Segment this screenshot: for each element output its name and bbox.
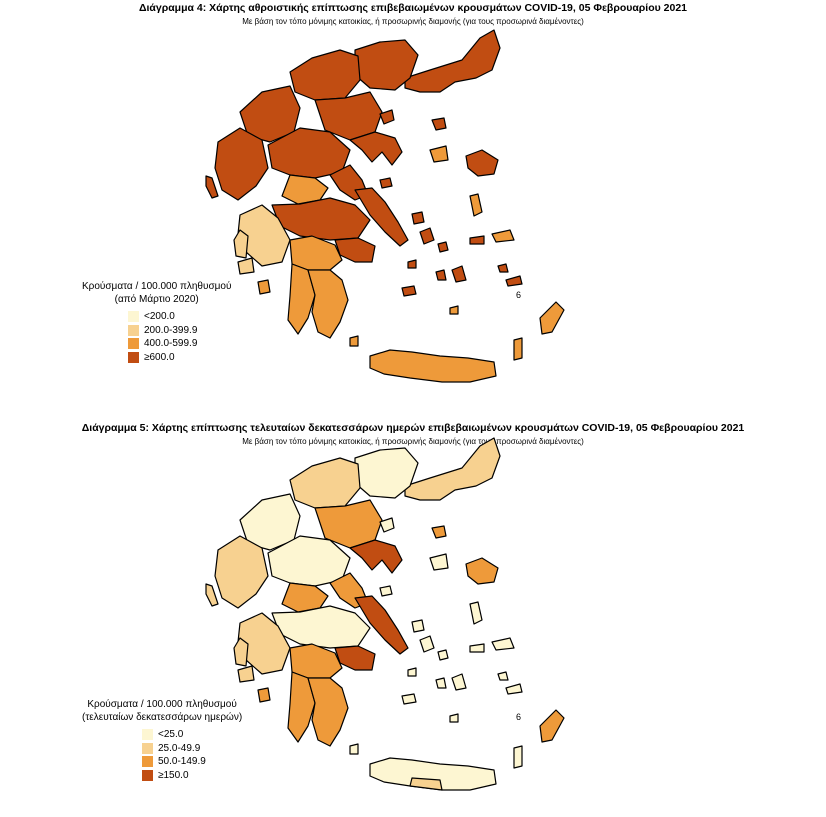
- map1-regions: [206, 30, 500, 338]
- island-zakynthos: [258, 688, 270, 702]
- island-tinos: [438, 242, 448, 252]
- island-kythira: [350, 336, 358, 346]
- legend-swatch: [142, 743, 153, 754]
- island-karpathos: [514, 746, 522, 768]
- island-rhodes: [540, 710, 564, 742]
- region-corfu: [206, 176, 218, 198]
- island-skiathos: [380, 586, 392, 596]
- region-ionian-islands: [234, 638, 248, 666]
- island-kythira: [350, 744, 358, 754]
- region-peloponnese-east: [308, 678, 348, 746]
- map2-island-label: 6: [516, 712, 522, 722]
- legend-label: 25.0-49.9: [158, 742, 201, 754]
- island-andros: [420, 228, 434, 244]
- legend-label: <200.0: [144, 311, 175, 323]
- island-lesvos: [466, 150, 498, 176]
- region-thrace: [405, 438, 500, 500]
- island-kalymnos: [498, 264, 508, 272]
- map1-subtitle: Με βάση τον τόπο μόνιμης κατοικίας, ή προσωρινής διαμονής (για τους προσωρινά διαμένοντες): [242, 17, 584, 26]
- map2-legend-title-line1: Κρούσματα / 100.000 πληθυσμού: [87, 699, 237, 710]
- island-crete-east: [410, 778, 442, 790]
- region-chalkidiki: [350, 132, 402, 165]
- legend-label: 400.0-599.9: [144, 338, 198, 350]
- island-lemnos: [430, 146, 448, 162]
- map1-legend-items: [128, 310, 231, 364]
- island-ikaria: [470, 236, 484, 244]
- island-tinos: [438, 650, 448, 660]
- island-kos: [506, 684, 522, 694]
- legend-label: 50.0-149.9: [158, 756, 206, 768]
- island-syros: [408, 668, 416, 676]
- island-lemnos: [430, 554, 448, 570]
- island-chios: [470, 194, 482, 216]
- legend-item: [142, 728, 242, 742]
- island-lesvos: [466, 558, 498, 584]
- island-paros: [436, 678, 446, 688]
- island-naxos: [452, 674, 466, 690]
- legend-swatch: [142, 770, 153, 781]
- island-skiathos: [380, 178, 392, 188]
- island-santorini: [450, 306, 458, 314]
- legend-label: ≥600.0: [144, 351, 175, 363]
- legend-item: [128, 351, 231, 365]
- map1-title: Διάγραμμα 4: Χάρτης αθροιστικής επίπτωσης επιβεβαιωμένων κρουσμάτων COVID-19, 05 Φεβρουαρίου 2021: [138, 2, 688, 14]
- island-kos: [506, 276, 522, 286]
- map1-legend-title-line2: (από Μάρτιο 2020): [114, 294, 199, 305]
- island-zakynthos: [258, 280, 270, 294]
- island-milos: [402, 286, 416, 296]
- island-kalymnos: [498, 672, 508, 680]
- map1-island-label: 6: [516, 290, 522, 300]
- legend-swatch: [128, 325, 139, 336]
- region-peloponnese-east: [308, 270, 348, 338]
- map-panel-cumulative: [0, 0, 826, 408]
- map2-regions: [206, 438, 500, 746]
- region-ionian-islands: [234, 230, 248, 258]
- island-andros: [420, 636, 434, 652]
- region-achaia: [290, 644, 342, 678]
- legend-item: [128, 324, 231, 338]
- map2-subtitle: Με βάση τον τόπο μόνιμης κατοικίας, ή προσωρινής διαμονής (για τους προσωρινά διαμένοντες): [242, 437, 584, 446]
- legend-item: [128, 337, 231, 351]
- legend-label: ≥150.0: [158, 769, 189, 781]
- legend-item: [128, 310, 231, 324]
- legend-item: [142, 769, 242, 783]
- region-thrace: [405, 30, 500, 92]
- island-rhodes: [540, 302, 564, 334]
- legend-swatch: [142, 756, 153, 767]
- map-panel-14day: [0, 408, 826, 817]
- island-paros: [436, 270, 446, 280]
- legend-swatch: [128, 311, 139, 322]
- island-milos: [402, 694, 416, 704]
- island-chios: [470, 602, 482, 624]
- region-epirus: [215, 128, 268, 200]
- map1-legend-title-line1: Κρούσματα / 100.000 πληθυσμού: [82, 281, 232, 292]
- legend-item: [142, 755, 242, 769]
- legend-label: <25.0: [158, 729, 184, 741]
- island-samos: [492, 638, 514, 650]
- legend-swatch: [128, 338, 139, 349]
- region-epirus: [215, 536, 268, 608]
- island-samos: [492, 230, 514, 242]
- legend-swatch: [142, 729, 153, 740]
- island-kefalonia: [238, 258, 254, 274]
- region-corfu: [206, 584, 218, 606]
- island-thasos: [432, 526, 446, 538]
- map2-legend: [82, 698, 242, 782]
- map2-legend-title-line2: (τελευταίων δεκατεσσάρων ημερών): [82, 712, 243, 723]
- map2-legend-items: [142, 728, 242, 782]
- legend-item: [142, 742, 242, 756]
- legend-swatch: [128, 352, 139, 363]
- region-central-macedonia-north: [290, 50, 360, 100]
- island-crete: [370, 350, 496, 382]
- island-karpathos: [514, 338, 522, 360]
- map1-legend: [82, 280, 231, 364]
- island-syros: [408, 260, 416, 268]
- region-achaia: [290, 236, 342, 270]
- island-skyros: [412, 212, 424, 224]
- region-chalkidiki: [350, 540, 402, 573]
- island-skyros: [412, 620, 424, 632]
- island-kefalonia: [238, 666, 254, 682]
- island-ikaria: [470, 644, 484, 652]
- map2-title: Διάγραμμα 5: Χάρτης επίπτωσης τελευταίων δεκατεσσάρων ημερών επιβεβαιωμένων κρουσμάτων COVID-19, 05 Φεβρουαρίου 2021: [81, 422, 745, 434]
- island-santorini: [450, 714, 458, 722]
- island-thasos: [432, 118, 446, 130]
- island-naxos: [452, 266, 466, 282]
- region-central-macedonia-north: [290, 458, 360, 508]
- legend-label: 200.0-399.9: [144, 324, 198, 336]
